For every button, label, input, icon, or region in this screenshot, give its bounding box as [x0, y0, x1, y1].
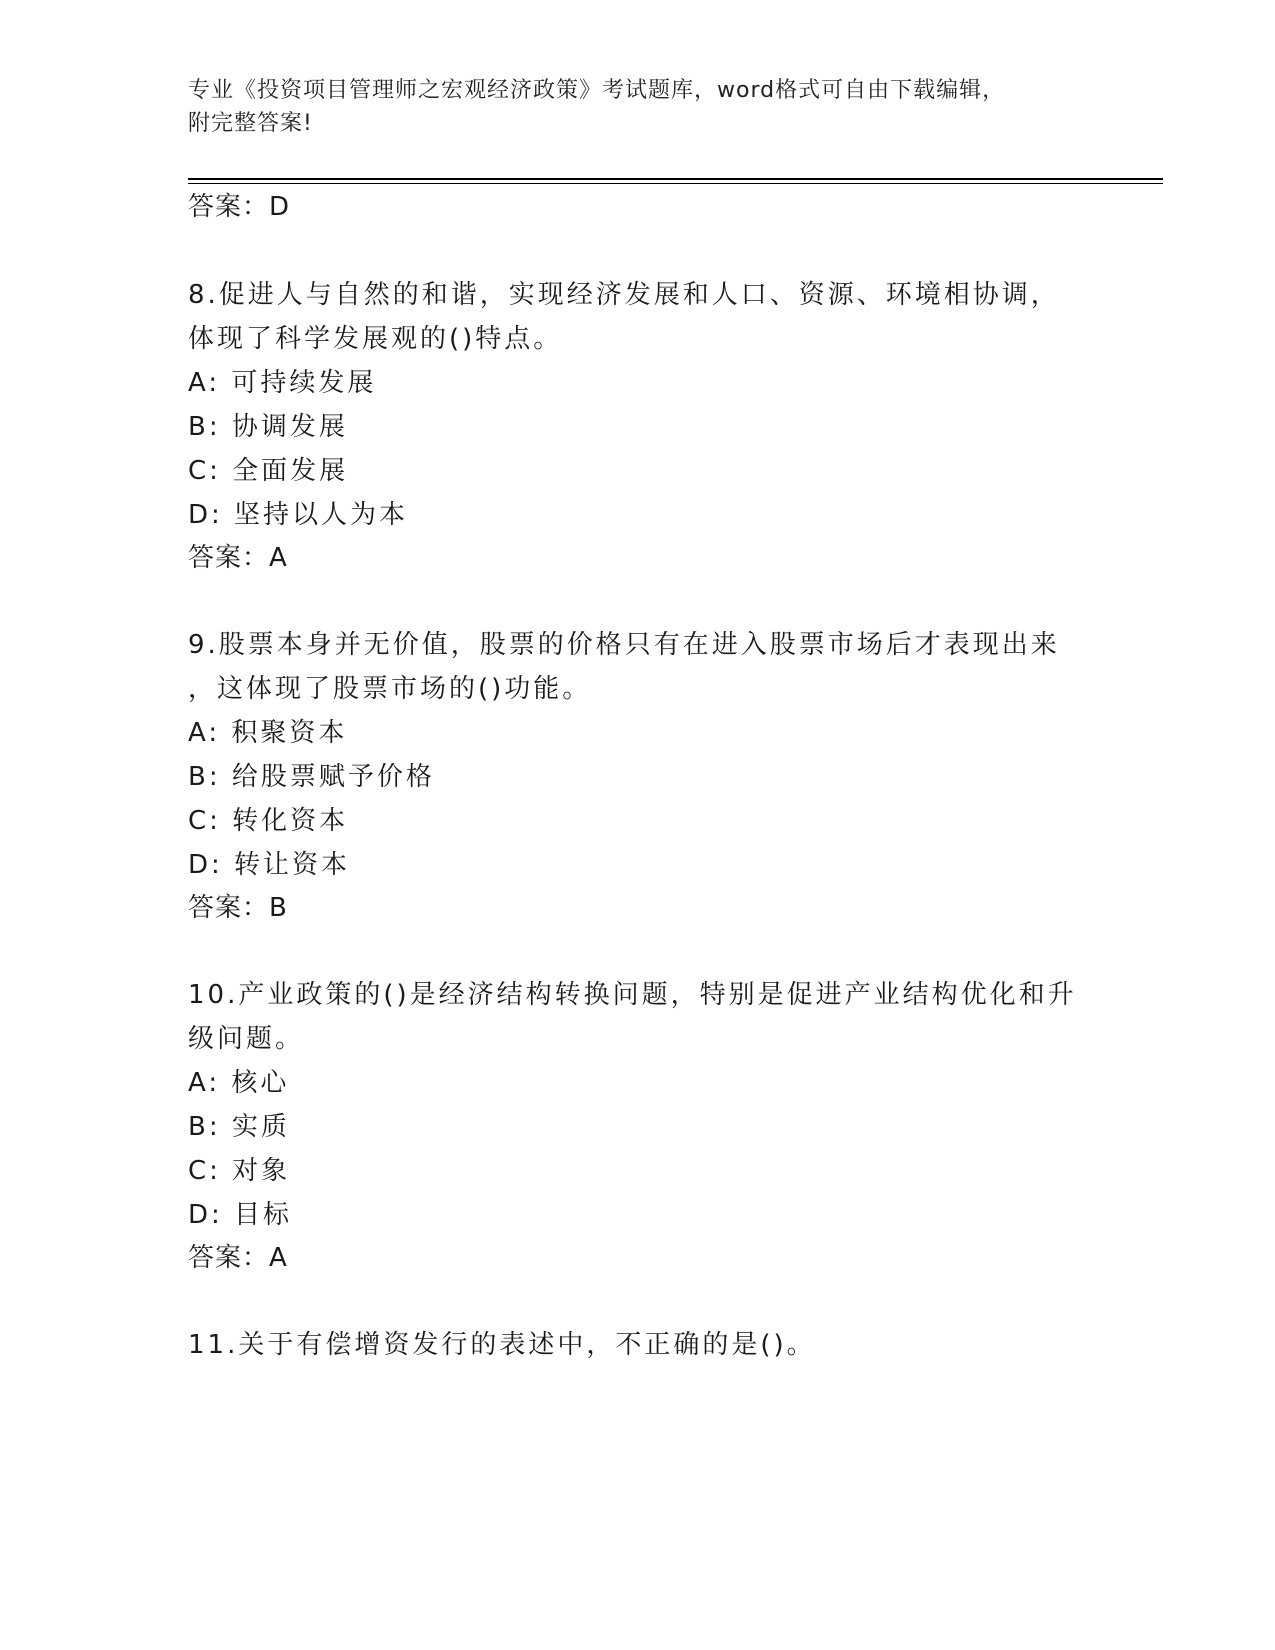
- question-10-option-b: B: 实质: [188, 1112, 290, 1142]
- question-11-stem-line-1: 11.关于有偿增资发行的表述中，不正确的是()。: [188, 1330, 816, 1360]
- question-9-stem-line-1: 9.股票本身并无价值，股票的价格只有在进入股票市场后才表现出来: [188, 630, 1060, 660]
- question-10-option-c: C: 对象: [188, 1156, 291, 1186]
- previous-answer: 答案：D: [188, 192, 291, 222]
- question-10-option-d: D: 目标: [188, 1200, 293, 1230]
- question-8-option-b: B: 协调发展: [188, 412, 348, 442]
- question-8-stem-line-2: 体现了科学发展观的()特点。: [188, 324, 563, 354]
- question-8-option-d: D: 坚持以人为本: [188, 500, 409, 530]
- question-9-option-b: B: 给股票赋予价格: [188, 762, 435, 792]
- question-8-option-a: A: 可持续发展: [188, 368, 377, 398]
- header-divider-thin: [188, 183, 1163, 184]
- question-9-option-c: C: 转化资本: [188, 806, 349, 836]
- question-10-answer: 答案：A: [188, 1243, 288, 1273]
- question-10-option-a: A: 核心: [188, 1068, 290, 1098]
- question-9-option-a: A: 积聚资本: [188, 718, 348, 748]
- question-8-answer: 答案：A: [188, 543, 288, 573]
- header-line-1: 专业《投资项目管理师之宏观经济政策》考试题库，word格式可自由下载编辑，: [188, 78, 1006, 103]
- question-8-option-c: C: 全面发展: [188, 456, 349, 486]
- document-header: [188, 74, 1088, 140]
- question-10-stem-line-2: 级问题。: [188, 1024, 305, 1054]
- question-9-stem-line-2: ，这体现了股票市场的()功能。: [188, 674, 592, 704]
- header-divider-thick: [188, 178, 1163, 180]
- question-9-answer: 答案：B: [188, 893, 288, 923]
- question-9-option-d: D: 转让资本: [188, 850, 351, 880]
- header-line-2: 附完整答案!: [188, 111, 313, 136]
- question-10-stem-line-1: 10.产业政策的()是经济结构转换问题，特别是促进产业结构优化和升: [188, 980, 1077, 1010]
- question-8-stem-line-1: 8.促进人与自然的和谐，实现经济发展和人口、资源、环境相协调，: [188, 280, 1060, 310]
